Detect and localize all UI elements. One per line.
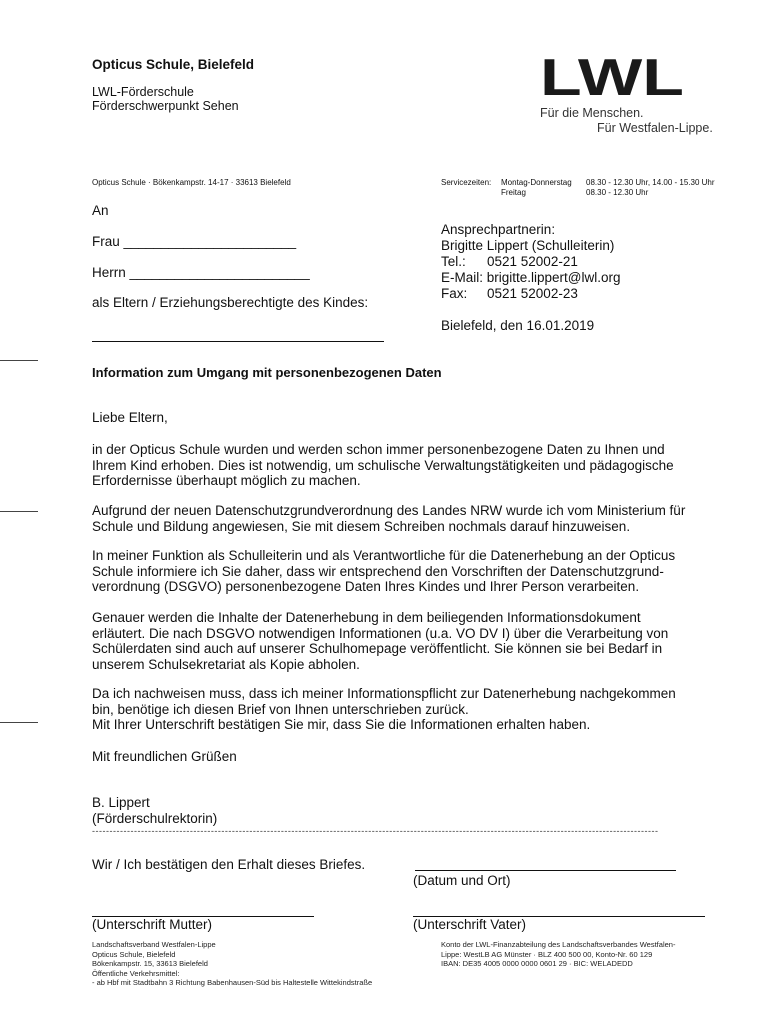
child-name-line [92,341,384,342]
contact-fax: Fax: 0521 52002-23 [441,286,578,301]
letter-subject: Information zum Umgang mit personenbezogenen Daten [92,365,442,380]
sender-address-line: Opticus Schule · Bökenkampstr. 14-17 · 33613 Bielefeld [92,178,291,187]
service-day-1: Montag-Donnerstag [501,178,572,187]
contact-name: Brigitte Lippert (Schulleiterin) [441,238,615,253]
footer-right: Konto der LWL-Finanzabteilung des Landschaftsverbandes Westfalen- Lippe: WestLB AG Münster · BLZ 400 500 00, Konto-Nr. 60 129 IBAN: DE35 4005 0000 0000 0601 29 · BIC: WELADEDD [441,940,676,968]
paragraph-1: in der Opticus Schule wurden und werden schon immer personenbezogene Daten zu Ihnen und Ihrem Kind erhoben. Dies ist notwendig, um schulische Verwaltungstätigkeiten und pädagogische Erfordernisse überhaupt möglich zu machen. [92,442,674,488]
punch-mark [0,511,38,512]
lwl-logo-text: LWL [540,55,684,99]
recipient-herrn: Herrn ________________________ [92,265,310,280]
school-focus: Förderschwerpunkt Sehen [92,99,239,113]
contact-phone: Tel.: 0521 52002-21 [441,254,578,269]
contact-title: Ansprechpartnerin: [441,222,556,237]
service-time-1: 08.30 - 12.30 Uhr, 14.00 - 15.30 Uhr [586,178,715,187]
contact-block [441,222,621,302]
paragraph-3: In meiner Funktion als Schulleiterin und als Verantwortliche für die Datenerhebung an der Opticus Schule informiere ich Sie daher, dass wir entsprechend den Vorschriften der Datenschutzgrund- verordnung (DSGVO) personenbezogene Daten Ihres Kindes und Ihrer Person verarbeiten. [92,548,676,594]
service-hours [441,178,715,198]
lwl-logo [540,55,690,99]
paragraph-5: Da ich nachweisen muss, dass ich meiner Informationspflicht zur Datenerhebung nachgekommen bin, benötige ich diesen Brief von Ihnen unterschrieben zurück. Mit Ihrer Unterschrift bestätigen Sie mir, dass Sie die Informationen erhalten haben. [92,686,676,732]
school-subtitle [92,85,239,113]
date-place-line [415,857,676,871]
paragraph-4: Genauer werden die Inhalte der Datenerhebung in dem beiliegenden Informationsdokument erläutert. Die nach DSGVO notwendigen Informationen (u.a. VO DV I) über die Verarbeitung von Schülerdaten sind auch auf unserer Schulhomepage veröffentlicht. Sie können sie bei Bedarf in unserem Schulsekretariat als Kopie abholen. [92,610,669,672]
tagline-line-1: Für die Menschen. [540,106,644,120]
footer-left: Landschaftsverband Westfalen-Lippe Opticus Schule, Bielefeld Bökenkampstr. 15, 33613 Bielefeld Öffentliche Verkehrsmittel: - ab Hbf mit Stadtbahn 3 Richtung Babenhausen-Süd bis Haltestelle Wittekindstraße [92,940,373,987]
mother-signature-line [92,903,314,917]
closing: Mit freundlichen Grüßen [92,749,237,764]
signer-title: (Förderschulrektorin) [92,810,218,826]
contact-email: E-Mail: brigitte.lippert@lwl.org [441,270,621,285]
recipient-frau: Frau _______________________ [92,234,297,249]
father-signature-line [413,903,705,917]
salutation: Liebe Eltern, [92,410,168,425]
service-day-2: Freitag [501,188,526,197]
date-place-label: (Datum und Ort) [413,873,511,888]
mother-signature-label: (Unterschrift Mutter) [92,917,213,932]
school-name: Opticus Schule, Bielefeld [92,57,255,72]
paragraph-2: Aufgrund der neuen Datenschutzgrundverordnung des Landes NRW wurde ich vom Ministerium für Schule und Bildung angewiesen, Sie mit diesem Schreiben nochmals darauf hinzuweisen. [92,503,686,534]
logo-tagline [540,106,713,136]
fold-mark-2 [0,722,38,723]
school-type: LWL-Förderschule [92,85,194,99]
service-hours-label: Servicezeiten: [441,178,492,187]
signature-block [92,795,712,826]
recipient-parents-label: als Eltern / Erziehungsberechtigte des Kindes: [92,295,369,310]
recipient-an: An [92,203,109,218]
confirmation-text: Wir / Ich bestätigen den Erhalt dieses Briefes. [92,857,366,872]
tagline-line-2: Für Westfalen-Lippe. [597,121,713,135]
signer-name: B. Lippert [92,795,150,810]
father-signature-label: (Unterschrift Vater) [413,917,527,932]
cut-line: ------------------------------------------------------------------------------------------------------------------------------------------------------------------ [92,826,659,836]
fold-mark-1 [0,360,38,361]
service-time-2: 08.30 - 12.30 Uhr [586,188,649,197]
letter-date: Bielefeld, den 16.01.2019 [441,318,595,333]
